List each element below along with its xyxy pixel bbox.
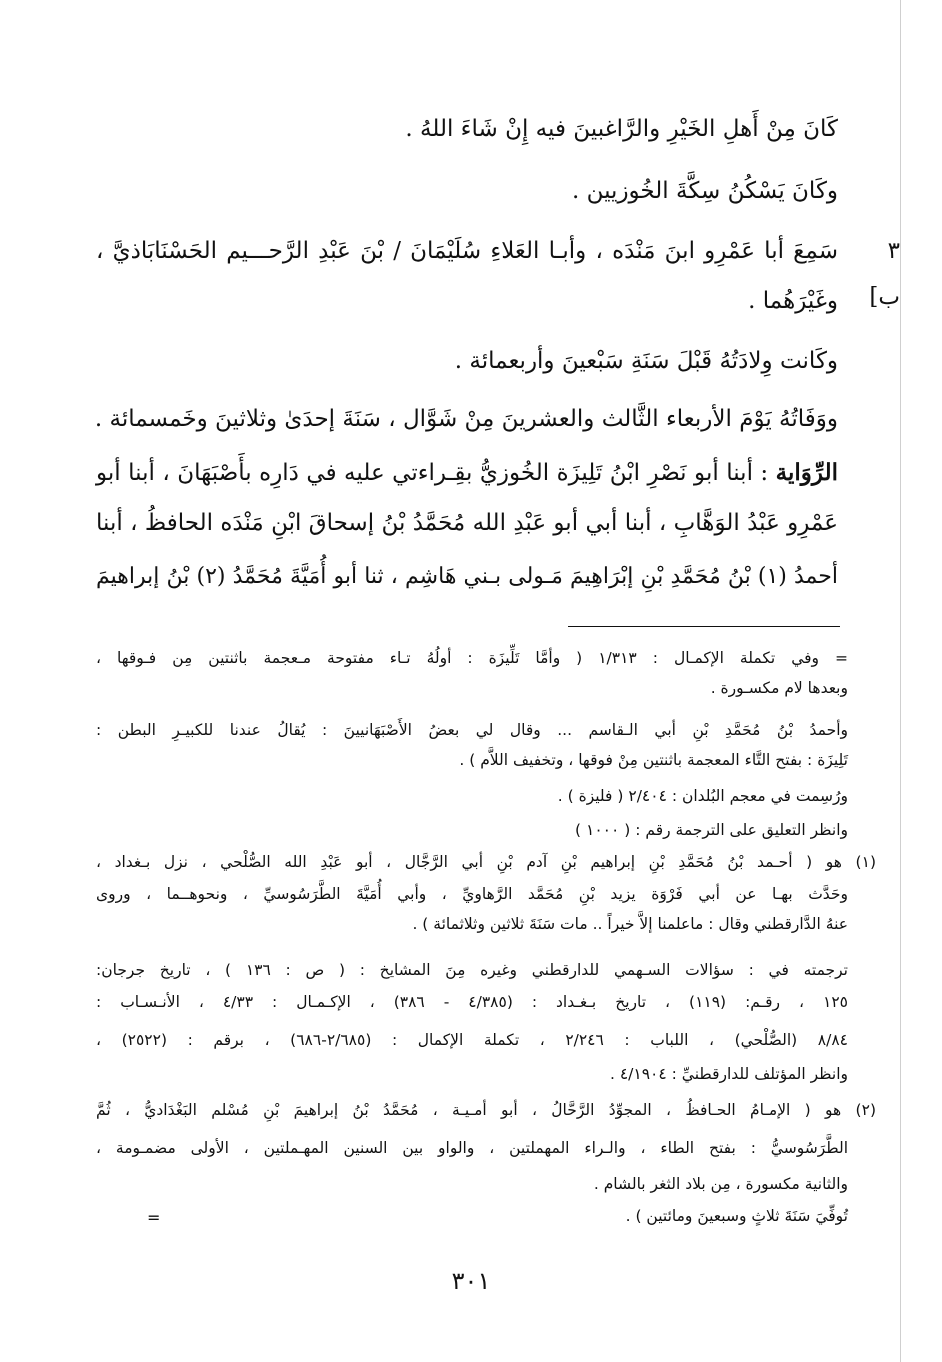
main-line-7: الرِّوَاية : أبنا أبو نَصْرِ ابْنُ تَلِيزَة الخُوزيُّ بقِـراءتي عليه في دَارِه بأَصْبَهَانَ ، أبنا أبو: [96, 459, 838, 486]
footnote-cont-line-5: ورُسِمت في معجم البُلدان : ٢/٤٠٤ ( فليزة ) .: [557, 787, 848, 805]
main-line-6: ووَفَاتُهُ يَوْمَ الأربعاء الثَّالث والعشرينَ مِنْ شَوَّال ، سَنَةَ إحدَىٰ وثلاثينَ وخَمسمائة .: [94, 406, 838, 432]
footnote-cont-line-4: تَلِيزَة : بفتح التَّاء المعجمة باثنتين مِنْ فوقها ، وتخفيف اللاَّم ) .: [459, 751, 848, 769]
footnote-2-line-3: والثانية مكسورة ، مِن بلاد الثغر بالشام .: [593, 1175, 848, 1193]
footnote-cont-line-1: = وفي تكملة الإكمـال : ١/٣١٣ ( وأمَّا تَلِّيزَة : أولُهُ تـاء مفتوحة مـعجمة باثنتين مِن فـوقها ،: [96, 649, 848, 667]
riwaya-label: الرِّوَاية: [775, 459, 838, 486]
footnote-1-line-7: وانظر المؤتلف للدارقطنيِّ : ٤/١٩٠٤ .: [609, 1065, 848, 1083]
margin-folio-note: ٣ ب]: [869, 238, 900, 310]
footnote-1-line-2: وحَدَّث بهـا عن أبي فَرْوَة يزيد بْنِ مُحَمَّد الرَّهاويِّ ، وأبي أُمَيَّةَ الطَّرَسُوسيِّ ، ونحوهــما ، وروى: [96, 885, 848, 903]
main-line-2: وكَانَ يَسْكُنُ سِكَّةَ الخُوزيين .: [571, 178, 838, 204]
footnote-cont-line-6: وانظر التعليق على الترجمة رقم : ( ١٠٠٠ ): [575, 821, 848, 839]
footnote-1-line-1: (١) هو ( أحـمد بْنُ مُحَمَّدِ بْنِ إبراهيم بْنِ آدم بْنِ أبي الرَّجَّال ، أبو عَبْدِ الله الصُّلْحي ، نزل بـغداد ،: [96, 853, 876, 871]
continuation-mark: =: [147, 1208, 161, 1227]
footnote-1-line-3: عنهُ الدَّارقطني وقال : ماعلمنا إلاَّ خيراً .. مات سَنَةَ ثلاثين وثلاثمائة ) .: [412, 915, 848, 933]
main-line-3: سَمِعَ أبا عَمْرِو ابنَ مَنْدَه ، وأبـا العَلاءِ سُلَيْمَانَ / بْنَ عَبْدِ الرَّحـــيم الحَسْنَابَاذيَّ ،: [96, 238, 838, 264]
main-line-9: أحمدُ (١) بْنُ مُحَمَّدِ بْنِ إبْرَاهِيمَ مَـولى بـني هَاشِم ، ثنا أبو أُمَيَّةَ مُحَمَّدُ (٢) بْنُ إبراهيمَ: [96, 564, 838, 589]
footnote-cont-line-3: وأحمدُ بْنُ مُحَمَّدِ بْنِ أبي الـقاسم ... وقال لي بعضُ الأَصْبَهَانيينَ : يُقالُ عندنا للكبيـرِ البطن :: [96, 721, 848, 739]
footnote-1-line-4: ترجمته في : سؤالات السـهمي للدارقطني وغيره مِنَ المشايخ : ( ص : ١٣٦ ) ، تاريخ جرجان:: [96, 961, 848, 979]
footnote-2-line-4: تُوفِّيَ سَنَةَ ثلاثٍ وسبعينَ ومائتين ) .: [625, 1207, 848, 1225]
footnote-2-line-2: الطَّرَسُوسيُّ : بفتح الطاء ، والـراء المهملتين ، والواو بين السنين المهـملتين ، الأولى مضمـومة ،: [96, 1139, 848, 1157]
page-edge-line: [900, 0, 901, 1362]
footnote-separator: [568, 626, 840, 627]
main-line-8: عَمْرِو عَبْدُ الوَهَّابِ ، أبنا أبي أبو عَبْدِ الله مُحَمَّدُ بْنُ إسحاقَ ابْنِ مَنْدَه الحافظُ ، أبنا: [96, 510, 838, 536]
page-number: ٣٠١: [451, 1267, 491, 1295]
main-line-5: وكَانت وِلادَتُهُ قَبْلَ سَنَةِ سَبْعينَ وأربعمائة .: [454, 348, 838, 374]
main-line-4: وغَيْرَهُما .: [748, 288, 838, 314]
footnote-1-line-5: ١٢٥ ، رقـم: (١١٩) ، تاريخ بـغـداد : (٤/٣٨٥ - ٣٨٦) ، الإكـمـال : ٤/٣٣ ، الأنـسـاب :: [96, 993, 848, 1011]
main-line-1: كَانَ مِنْ أَهلِ الخَيْرِ والرَّاغبينَ فيه إِنْ شَاءَ اللهُ .: [405, 116, 838, 142]
footnote-1-line-6: ٨/٨٤ (الصُّلْحي) ، اللباب : ٢/٢٤٦ ، تكملة الإكمال : (٢/٦٨٥-٦٨٦) ، برقم : (٢٥٢٢) ،: [96, 1031, 848, 1049]
footnote-2-line-1: (٢) هو ( الإمـامُ الحـافظُ ، المجوِّدُ الرَّحَّالُ ، أبو أمـيـة ، مُحَمَّدُ بْنُ إبراهيمَ بْنِ مُسْلم البَغْدَاديُّ ، ثُمَّ: [96, 1101, 876, 1119]
footnote-cont-line-2: وبعدها لام مكسـورة .: [710, 679, 848, 697]
